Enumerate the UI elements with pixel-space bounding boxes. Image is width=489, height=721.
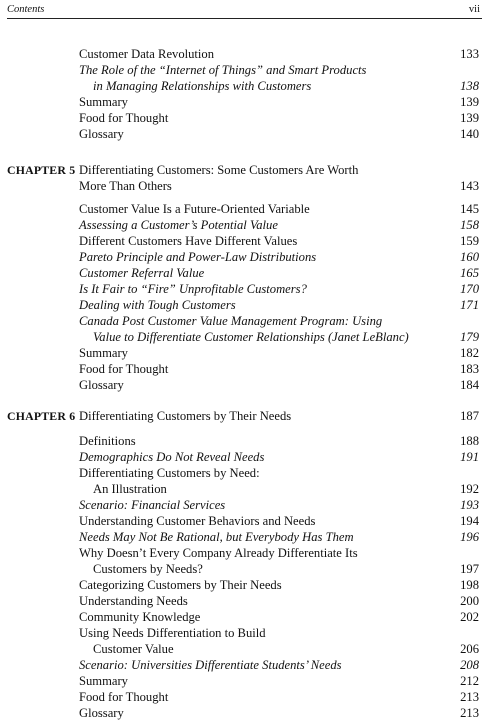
chapter-title-line: Differentiating Customers: Some Customers Are Worth [79,163,359,177]
entry-title-line: Canada Post Customer Value Management Program: Using [79,314,383,328]
entry-page-number: 170 [460,282,479,296]
entry-title-line: Scenario: Universities Differentiate Students’ Needs [79,658,342,672]
entry-title-line: Categorizing Customers by Their Needs [79,578,282,592]
toc-entry[interactable] [79,201,479,217]
entry-page-number: 159 [460,234,479,248]
toc-entry[interactable] [79,233,479,249]
entry-page-number: 197 [460,562,479,576]
entry-page-number: 196 [460,530,479,544]
entry-title-line: Needs May Not Be Rational, but Everybody Has Them [79,530,354,544]
toc-entry[interactable] [79,281,479,297]
toc-entry[interactable] [79,361,479,377]
entry-page-number: 200 [460,594,479,608]
entry-title-line: Pareto Principle and Power-Law Distributions [79,250,317,264]
entry-title-line: Customer Value Is a Future-Oriented Variable [79,202,310,216]
toc-entry[interactable] [79,689,479,705]
entry-title-line: Food for Thought [79,362,169,376]
entry-title-line: Glossary [79,706,124,720]
entry-title-line: Customers by Needs? [93,562,203,576]
entry-page-number: 179 [460,330,479,344]
toc-entry[interactable] [79,313,479,345]
entry-title-line: The Role of the “Internet of Things” and Smart Products [79,63,367,77]
entry-title-line: Scenario: Financial Services [79,498,226,512]
chapter-title-line: More Than Others [79,179,172,193]
running-head-title: Contents [7,4,45,15]
entry-title-line: Why Doesn’t Every Company Already Differentiate Its [79,546,358,560]
toc-entry[interactable] [79,577,479,593]
toc-entry[interactable] [79,465,479,497]
entry-title-line: Summary [79,346,128,360]
entry-page-number: 202 [460,610,479,624]
entry-title-line: Summary [79,674,128,688]
entry-title-line: Food for Thought [79,111,169,125]
chapter-label: CHAPTER 6 [7,409,76,423]
toc-entry[interactable] [79,377,479,393]
entry-title-line: in Managing Relationships with Customers [93,79,312,93]
toc-entry[interactable] [79,657,479,673]
entry-page-number: 133 [460,47,479,61]
entry-title-line: Assessing a Customer’s Potential Value [79,218,278,232]
toc-entry[interactable] [79,345,479,361]
entry-page-number: 165 [460,266,479,280]
entry-page-number: 139 [460,95,479,109]
entry-title-line: Dealing with Tough Customers [79,298,236,312]
toc-entry[interactable] [79,110,479,126]
entry-title-line: Is It Fair to “Fire” Unprofitable Customers? [79,282,307,296]
entry-page-number: 191 [460,450,479,464]
chapter-title-line: Differentiating Customers by Their Needs [79,409,292,423]
entry-page-number: 213 [460,706,479,720]
entry-title-line: Customer Data Revolution [79,47,215,61]
entry-page-number: 193 [460,498,479,512]
entry-title-line: Definitions [79,434,136,448]
entry-page-number: 182 [460,346,479,360]
toc-entry[interactable] [79,673,479,689]
entry-page-number: 188 [460,434,479,448]
entry-page-number: 140 [460,127,479,141]
page-number: vii [468,4,480,15]
toc-entry[interactable] [79,529,479,545]
chapter-label: CHAPTER 5 [7,163,76,177]
entry-title-line: Customer Referral Value [79,266,205,280]
entry-title-line: Glossary [79,378,124,392]
entry-page-number: 139 [460,111,479,125]
entry-title-line: Customer Value [93,642,174,656]
chapter-page-number: 187 [460,409,479,423]
entry-title-line: Summary [79,95,128,109]
entry-title-line: An Illustration [93,482,167,496]
entry-page-number: 158 [460,218,479,232]
running-head [7,2,482,19]
entry-page-number: 194 [460,514,479,528]
toc-entry[interactable] [79,249,479,265]
toc-entry[interactable] [79,593,479,609]
toc-entry[interactable] [79,545,479,577]
entry-page-number: 212 [460,674,479,688]
entry-page-number: 183 [460,362,479,376]
toc-entry[interactable] [79,433,479,449]
entry-title-line: Community Knowledge [79,610,201,624]
entry-page-number: 184 [460,378,479,392]
chapter-page-number: 143 [460,179,479,193]
toc-entry[interactable] [79,625,479,657]
toc-entry[interactable] [79,126,479,142]
toc-entry[interactable] [79,497,479,513]
entry-title-line: Understanding Customer Behaviors and Needs [79,514,316,528]
entry-page-number: 138 [460,79,479,93]
toc-entry[interactable] [79,46,479,62]
toc-entry[interactable] [79,609,479,625]
entry-page-number: 192 [460,482,479,496]
entry-page-number: 213 [460,690,479,704]
entry-page-number: 171 [460,298,479,312]
entry-title-line: Understanding Needs [79,594,188,608]
entry-page-number: 208 [460,658,479,672]
entry-title-line: Demographics Do Not Reveal Needs [79,450,265,464]
toc-entry[interactable] [79,449,479,465]
entry-title-line: Glossary [79,127,124,141]
chapter-title[interactable] [79,162,479,194]
entry-page-number: 198 [460,578,479,592]
toc-entry[interactable] [79,513,479,529]
entry-title-line: Differentiating Customers by Need: [79,466,260,480]
entry-page-number: 145 [460,202,479,216]
entry-title-line: Food for Thought [79,690,169,704]
entry-title-line: Different Customers Have Different Values [79,234,298,248]
entry-page-number: 160 [460,250,479,264]
chapter-title[interactable] [79,408,479,424]
toc-entry[interactable] [79,94,479,110]
entry-page-number: 206 [460,642,479,656]
toc-entry[interactable] [79,265,479,281]
entry-title-line: Value to Differentiate Customer Relationships (Janet LeBlanc) [93,330,409,344]
toc-entry[interactable] [79,217,479,233]
toc-entry[interactable] [79,62,479,94]
toc-entry[interactable] [79,297,479,313]
toc-entry[interactable] [79,705,479,721]
entry-title-line: Using Needs Differentiation to Build [79,626,266,640]
